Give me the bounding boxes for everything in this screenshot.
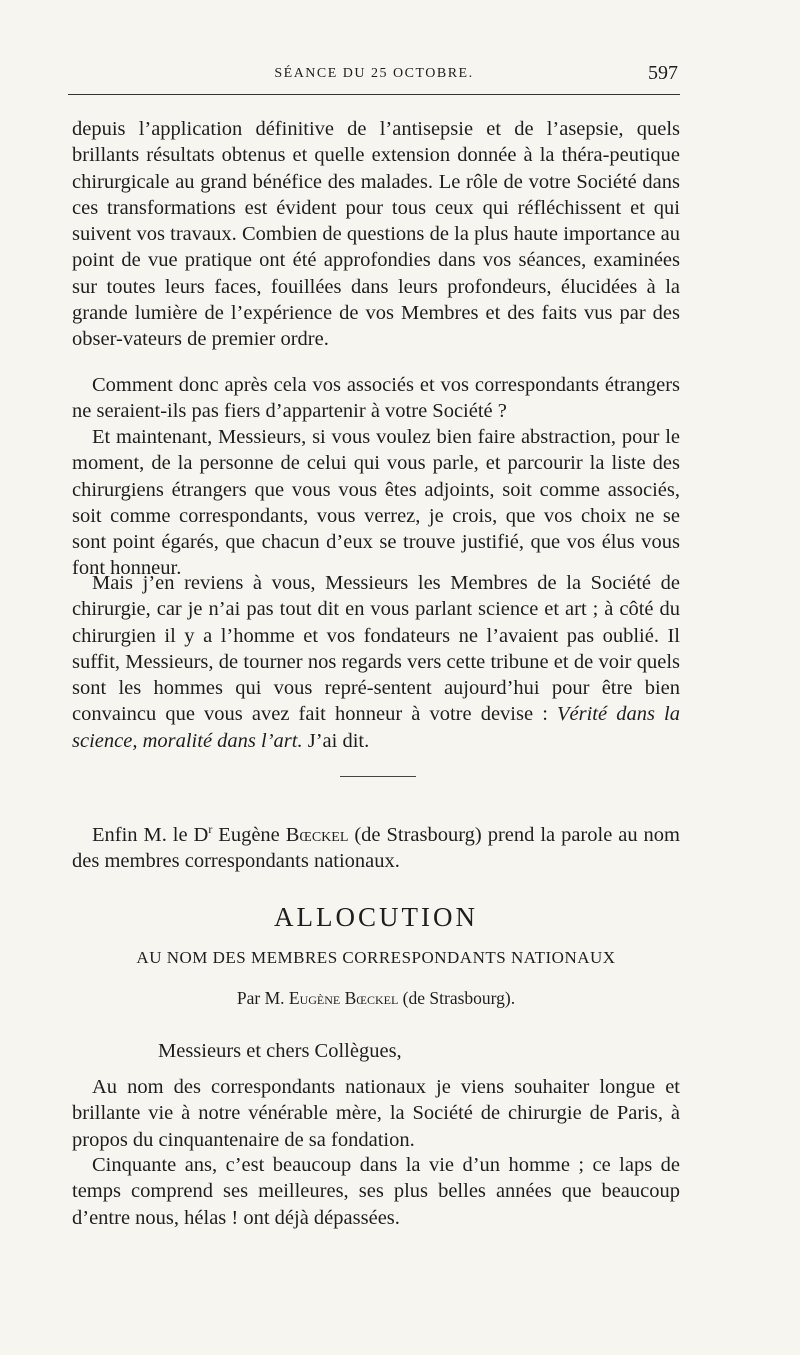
page-number: 597 (648, 62, 678, 84)
paragraph-chirurgiens: Et maintenant, Messieurs, si vous voulez bien faire abstraction, pour le moment, de la personne de celui qui vous parle, et parcourir la liste des chirurgiens étrangers que vous vous êtes adjoints, soit comme associés, soit comme correspondants, vous verrez, je crois, que vos choix ne se sont point égarés, que chacun d’eux se trouve justifié, que vos élus vous font honneur. (72, 426, 680, 580)
transition-paragraph (72, 816, 680, 874)
doctor-superscript: r (208, 822, 213, 836)
speech-paragraph-1: Au nom des correspondants nationaux je viens souhaiter longue et brillante vie à notre vénérable mère, la Société de chirurgie de Paris, à propos du cinquantenaire de sa fondation. (72, 1076, 680, 1151)
speech-paragraph-2: Cinquante ans, c’est beaucoup dans la vie d’un homme ; ce laps de temps comprend ses meilleures, ses plus belles années que beaucoup d’entre nous, hélas ! ont déjà dépassées. (72, 1154, 680, 1229)
paragraph-associes: Comment donc après cela vos associés et vos correspondants étrangers ne seraient-ils pas fiers d’appartenir à votre Société ? (72, 374, 680, 423)
devise-motto: Vérité dans la science, moralité dans l’art. (72, 703, 680, 752)
speech-salutation: Messieurs et chers Collègues, (158, 1040, 402, 1062)
devise-end: J’ai dit. (302, 729, 370, 752)
section-author (72, 988, 680, 1009)
author-suffix: (de Strasbourg). (398, 988, 516, 1008)
section-subtitle: AU NOM DES MEMBRES CORRESPONDANTS NATIONAUX (136, 948, 616, 967)
transition-start: Enfin M. le D (92, 823, 209, 846)
section-separator (340, 776, 416, 777)
section-title: ALLOCUTION (274, 902, 478, 932)
devise-text: Mais j’en reviens à vous, Messieurs les Membres de la Société de chirurgie, car je n’ai pas tout dit en vous parlant science et art ; à côté du chirurgien il y a l’homme et vos fondateurs ne l’avaient pas oublié. Il suffit, Messieurs, de tourner nos regards vers cette tribune et de voir quels sont les hommes qui vous repré-sentent aujourd’hui pour être bien convaincu que vous avez fait honneur à votre devise : (72, 572, 680, 726)
transition-end: (de Strasbourg) prend la parole au nom des membres correspondants nationaux. (72, 823, 680, 873)
speaker-name: Bœckel (285, 823, 349, 846)
transition-name-pre: Eugène (212, 823, 286, 846)
paragraph-devise (72, 570, 680, 754)
author-prefix: Par M. (236, 988, 289, 1008)
paragraph-antisepsie: depuis l’application définitive de l’antisepsie et de l’asepsie, quels brillants résultats obtenus et quelle extension donnée à la théra-peutique chirurgicale au grand bénéfice des malades. Le rôle de votre Société dans ces transformations est évident pour tous ceux qui réfléchissent et qui suivent vos travaux. Combien de questions de la plus haute importance au point de vue pratique ont été approfondies dans vos séances, examinées sur toutes leurs faces, fouillées dans leurs profondeurs, élucidées à la grande lumière de l’expérience de vos Membres et des faits vus par des obser-vateurs de premier ordre. (72, 118, 680, 351)
header-title: SÉANCE DU 25 OCTOBRE. (274, 66, 474, 81)
running-header (68, 62, 680, 95)
author-name: Eugène Bœckel (288, 988, 399, 1008)
